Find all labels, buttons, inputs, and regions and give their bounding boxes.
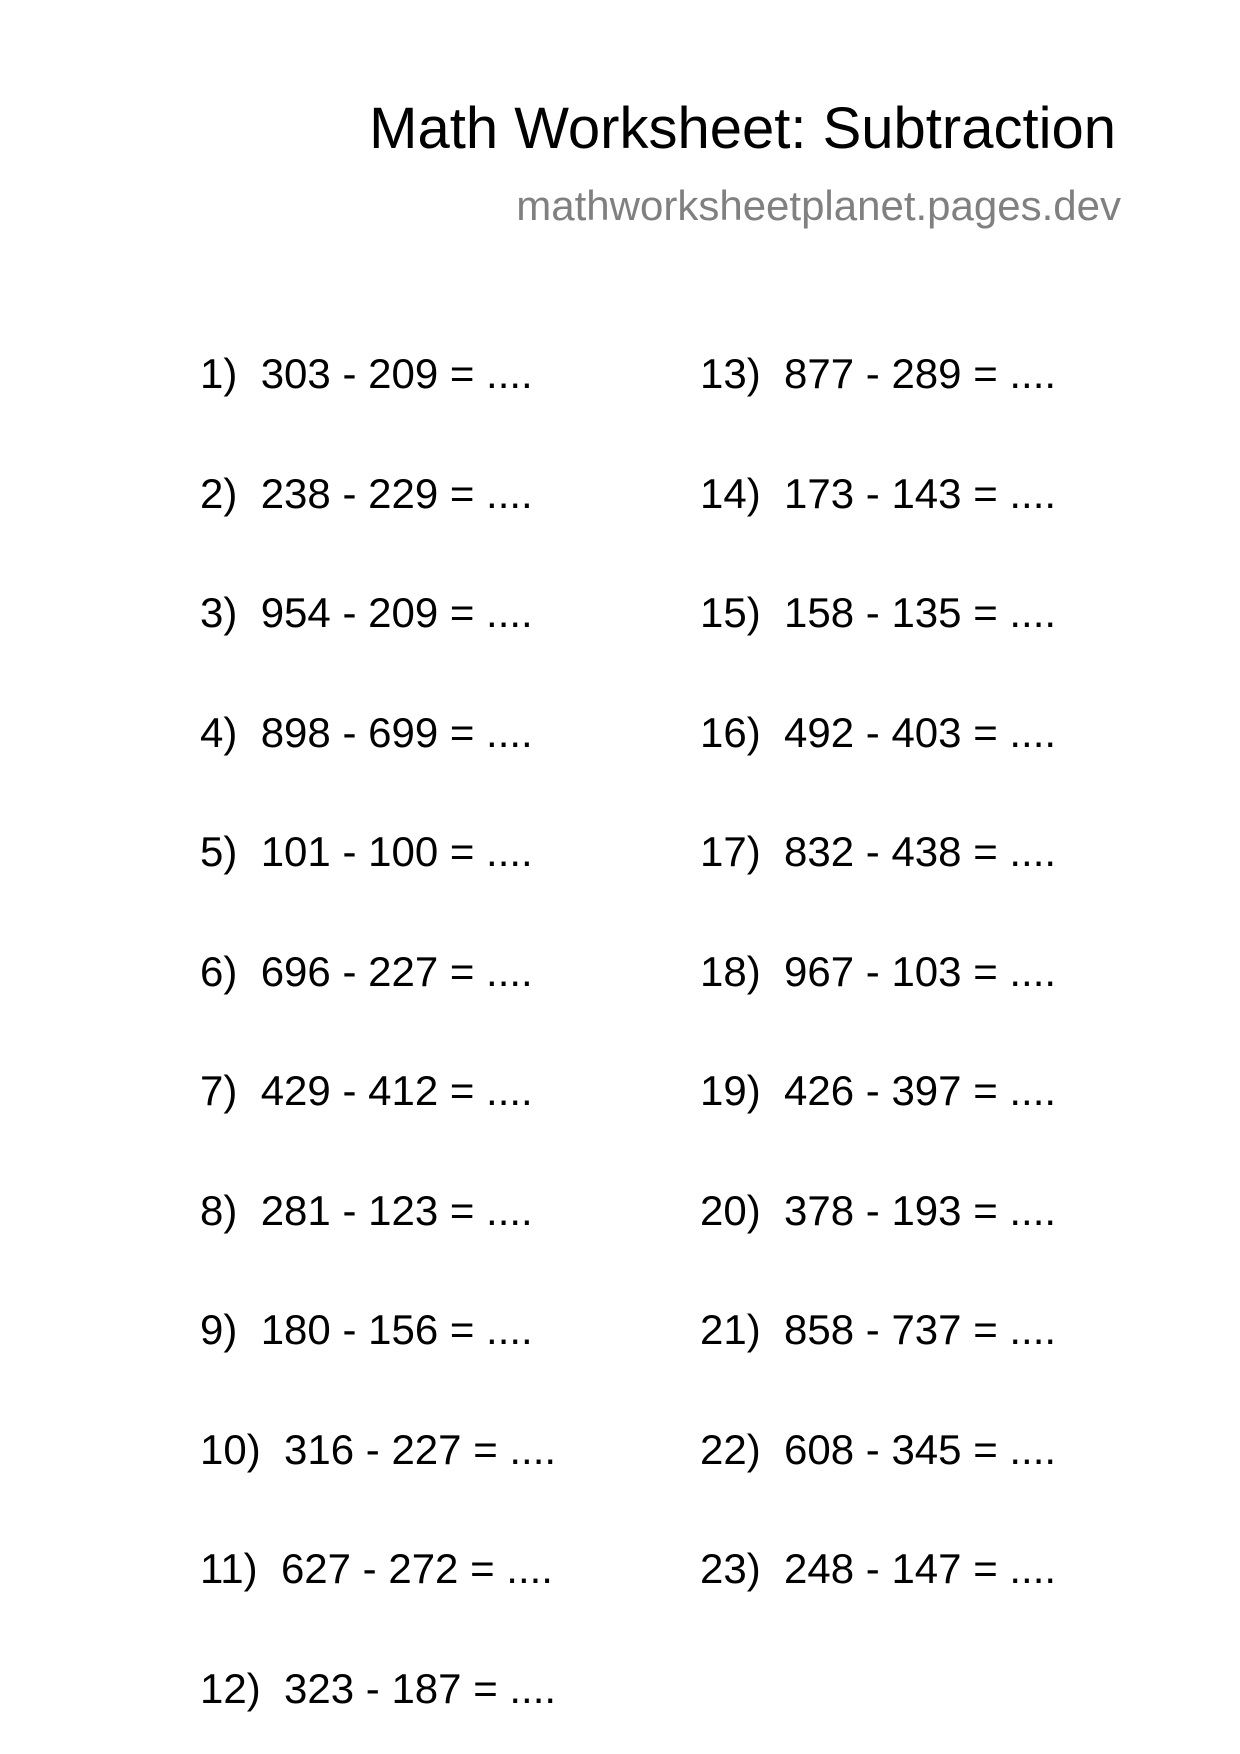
problem-expression: 858 - 737 = .... — [784, 1306, 1057, 1353]
problem-expression: 696 - 227 = .... — [260, 948, 533, 995]
problem-number: 1) — [200, 350, 238, 397]
problem-number: 8) — [200, 1187, 238, 1234]
problem-item — [700, 349, 1056, 399]
problem-expression: 832 - 438 = .... — [784, 828, 1057, 875]
problem-expression: 429 - 412 = .... — [260, 1067, 533, 1114]
problem-expression: 492 - 403 = .... — [784, 709, 1057, 756]
problem-number: 9) — [200, 1306, 238, 1353]
problem-expression: 180 - 156 = .... — [260, 1306, 533, 1353]
problem-number: 7) — [200, 1067, 238, 1114]
problem-item — [200, 947, 533, 997]
problem-number: 22) — [700, 1426, 761, 1473]
page-title: Math Worksheet: Subtraction — [369, 96, 1116, 161]
problem-number: 10) — [200, 1426, 261, 1473]
problem-number: 6) — [200, 948, 238, 995]
problem-item — [700, 827, 1056, 877]
problem-item — [700, 1066, 1056, 1116]
problem-item — [200, 708, 533, 758]
problem-item — [200, 1066, 533, 1116]
problem-number: 23) — [700, 1545, 761, 1592]
problem-expression: 627 - 272 = .... — [280, 1545, 553, 1592]
problem-item — [200, 469, 533, 519]
problem-item — [200, 1544, 553, 1594]
problem-item — [700, 947, 1056, 997]
problem-item — [200, 1664, 556, 1714]
problem-item — [700, 708, 1056, 758]
problem-item — [200, 349, 533, 399]
problem-number: 4) — [200, 709, 238, 756]
problem-item — [700, 1544, 1056, 1594]
problem-number: 12) — [200, 1665, 261, 1712]
problem-number: 18) — [700, 948, 761, 995]
page-subtitle: mathworksheetplanet.pages.dev — [516, 182, 1121, 229]
problem-expression: 426 - 397 = .... — [784, 1067, 1057, 1114]
problem-item — [700, 1186, 1056, 1236]
problem-item — [700, 1305, 1056, 1355]
problem-expression: 954 - 209 = .... — [260, 589, 533, 636]
problem-number: 15) — [700, 589, 761, 636]
problem-number: 17) — [700, 828, 761, 875]
problem-item — [200, 827, 533, 877]
problem-number: 11) — [200, 1545, 258, 1592]
problem-item — [700, 588, 1056, 638]
problem-expression: 898 - 699 = .... — [260, 709, 533, 756]
problem-expression: 608 - 345 = .... — [784, 1426, 1057, 1473]
problem-number: 21) — [700, 1306, 761, 1353]
problem-expression: 281 - 123 = .... — [260, 1187, 533, 1234]
problem-expression: 158 - 135 = .... — [784, 589, 1057, 636]
problem-number: 20) — [700, 1187, 761, 1234]
problem-expression: 316 - 227 = .... — [284, 1426, 557, 1473]
problem-item — [200, 588, 533, 638]
problem-item — [200, 1186, 533, 1236]
problem-expression: 101 - 100 = .... — [260, 828, 533, 875]
problem-number: 5) — [200, 828, 238, 875]
problem-expression: 303 - 209 = .... — [260, 350, 533, 397]
problem-item — [700, 1425, 1056, 1475]
problem-expression: 238 - 229 = .... — [260, 470, 533, 517]
problem-expression: 378 - 193 = .... — [784, 1187, 1057, 1234]
problem-expression: 323 - 187 = .... — [284, 1665, 557, 1712]
problem-item — [200, 1425, 556, 1475]
problem-item — [700, 469, 1056, 519]
problem-number: 3) — [200, 589, 238, 636]
problem-expression: 248 - 147 = .... — [784, 1545, 1057, 1592]
problem-expression: 173 - 143 = .... — [784, 470, 1057, 517]
problem-number: 19) — [700, 1067, 761, 1114]
problem-number: 2) — [200, 470, 238, 517]
problem-number: 16) — [700, 709, 761, 756]
problem-item — [200, 1305, 533, 1355]
problem-number: 14) — [700, 470, 761, 517]
problem-number: 13) — [700, 350, 761, 397]
problem-expression: 877 - 289 = .... — [784, 350, 1057, 397]
problem-expression: 967 - 103 = .... — [784, 948, 1057, 995]
